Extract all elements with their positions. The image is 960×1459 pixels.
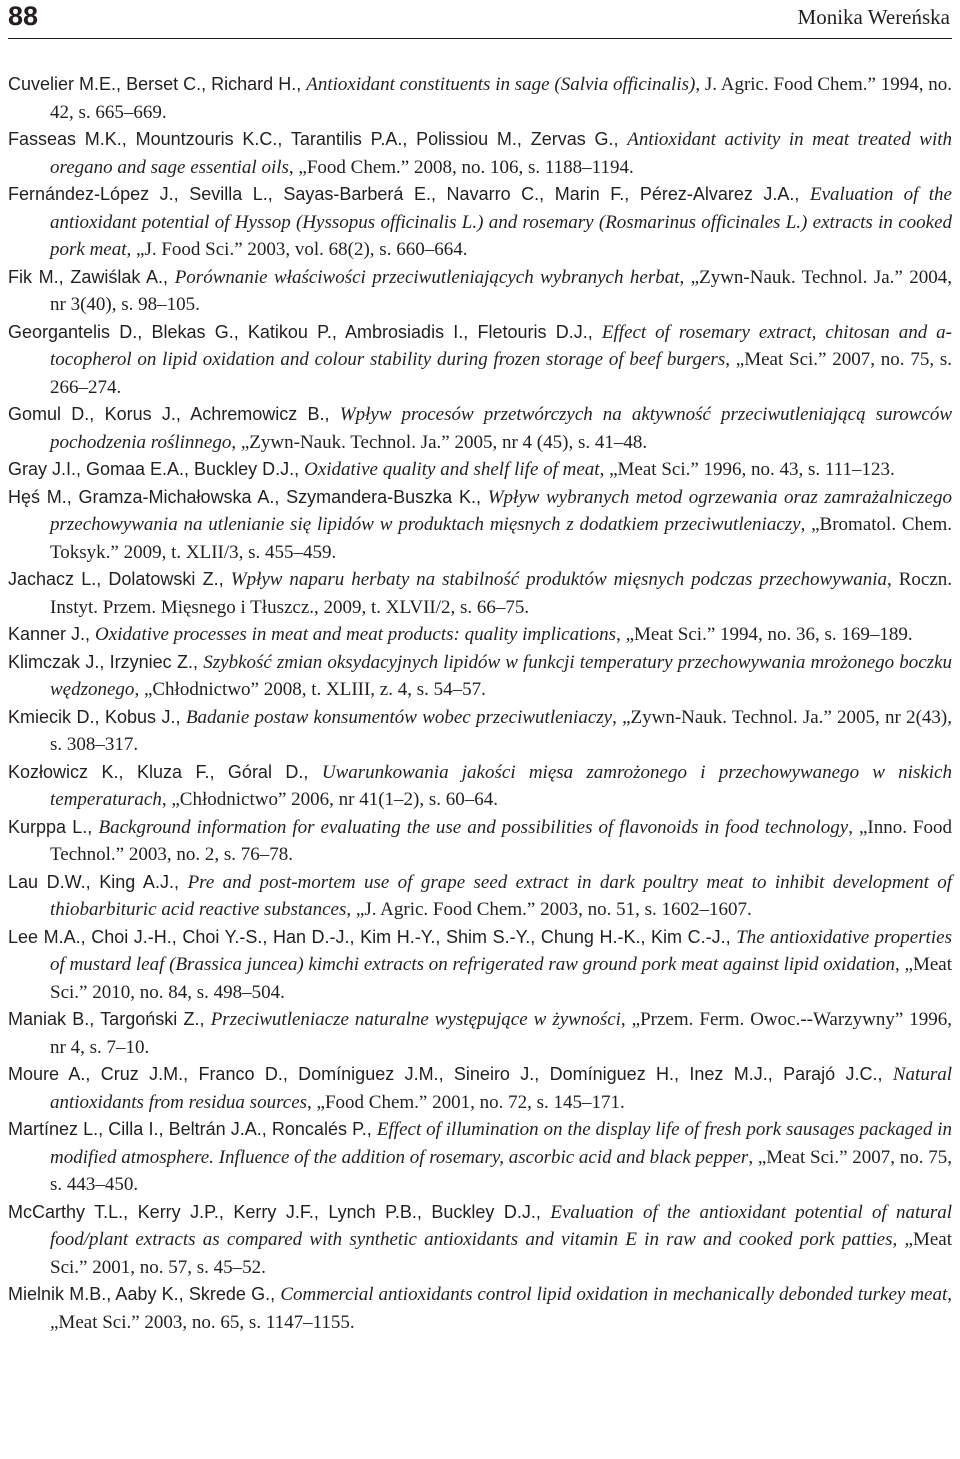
reference-title: Pre and post-mortem use of grape seed extract in dark poultry meat to inhibit development of thiobarbituric acid reactive substances	[50, 871, 952, 920]
reference-authors: Martínez L., Cilla I., Beltrán J.A., Roncalés P.,	[8, 1119, 377, 1139]
reference-title: Antioxidant activity in meat treated with oregano and sage essential oils	[50, 129, 953, 178]
reference-authors: Kmiecik D., Kobus J.,	[8, 706, 186, 727]
reference-entry	[8, 1061, 952, 1116]
reference-source: , „J. Food Sci.” 2003, vol. 68(2), s. 660–664.	[126, 239, 468, 260]
reference-title: Natural antioxidants from residua sources	[50, 1064, 952, 1113]
reference-title: The antioxidative properties of mustard leaf (Brassica juncea) kimchi extracts on refrigerated raw ground pork meat against lipid oxidation	[50, 926, 952, 975]
reference-authors: Georgantelis D., Blekas G., Katikou P., Ambrosiadis I., Fletouris D.J.,	[8, 321, 602, 342]
reference-entry	[8, 71, 952, 126]
page-number: 88	[8, 1, 39, 31]
reference-title: Wpływ naparu herbaty na stabilność produktów mięsnych podczas przechowywania	[230, 569, 888, 590]
reference-source: , „Chłodnictwo” 2006, nr 41(1–2), s. 60–64.	[161, 789, 499, 810]
reference-authors: Gray J.I., Gomaa E.A., Buckley D.J.,	[8, 459, 305, 479]
reference-authors: Hęś M., Gramza-Michałowska A., Szymandera-Buszka K.,	[8, 486, 488, 507]
reference-authors: McCarthy T.L., Kerry J.P., Kerry J.F., Lynch P.B., Buckley D.J.,	[8, 1201, 551, 1222]
header-divider	[8, 38, 952, 39]
reference-entry	[8, 181, 952, 264]
reference-entry	[8, 869, 952, 924]
reference-title: Wpływ procesów przetwórczych na aktywność przeciwutleniającą surowców pochodzenia roślinnego	[50, 404, 952, 453]
reference-title: Antioxidant constituents in sage (Salvia officinalis)	[306, 74, 696, 95]
reference-entry	[8, 1281, 952, 1336]
reference-authors: Lau D.W., King A.J.,	[8, 871, 188, 892]
reference-authors: Kozłowicz K., Kluza F., Góral D.,	[8, 761, 322, 782]
reference-entry	[8, 1116, 952, 1199]
reference-title: Uwarunkowania jakości mięsa zamrożonego i przechowywanego w niskich temperaturach	[50, 761, 952, 810]
reference-title: Wpływ wybranych metod ogrzewania oraz zamrażalniczego przechowywania na utlenianie się lipidów w produktach mięsnych z dodatkiem przeciwutleniaczy	[50, 486, 952, 535]
reference-title: Evaluation of the antioxidant potential of Hyssop (Hyssopus officinalis L.) and rosemary (Rosmarinus officinales L.) extracts in cooked pork meat	[50, 184, 952, 260]
reference-title: Badanie postaw konsumentów wobec przeciwutleniaczy	[185, 706, 613, 728]
reference-entry	[8, 319, 952, 402]
reference-source: , „Food Chem.” 2008, no. 106, s. 1188–1194.	[288, 156, 634, 178]
reference-entry	[8, 621, 952, 649]
reference-entry	[8, 264, 952, 319]
page-header	[8, 0, 952, 32]
reference-authors: Maniak B., Targoński Z.,	[8, 1009, 211, 1029]
reference-source: , „Przem. Ferm. Owoc.--Warzywny” 1996, nr 4, s. 7–10.	[50, 1009, 952, 1058]
reference-entry	[8, 1199, 952, 1282]
reference-authors: Mielnik M.B., Aaby K., Skrede G.,	[8, 1284, 281, 1304]
reference-source: , „Meat Sci.” 1996, no. 43, s. 111–123.	[599, 459, 895, 480]
reference-source: , „Inno. Food Technol.” 2003, no. 2, s. 76–78.	[50, 816, 953, 865]
reference-authors: Gomul D., Korus J., Achremowicz B.,	[8, 404, 340, 424]
reference-source: , „Zywn-Nauk. Technol. Ja.” 2004, nr 3(40), s. 98–105.	[50, 266, 952, 315]
reference-source: , „Meat Sci.” 2007, no. 75, s. 443–450.	[50, 1146, 953, 1195]
reference-source: , Roczn. Instyt. Przem. Mięsnego i Tłuszcz., 2009, t. XLVII/2, s. 66–75.	[50, 569, 953, 618]
reference-authors: Kanner J.,	[8, 624, 96, 644]
reference-entry	[8, 649, 952, 704]
reference-entry	[8, 566, 952, 621]
reference-entry	[8, 484, 952, 567]
reference-title: Oxidative quality and shelf life of meat	[304, 459, 600, 480]
reference-authors: Cuvelier M.E., Berset C., Richard H.,	[8, 74, 307, 94]
reference-entry	[8, 456, 952, 484]
reference-entry	[8, 126, 952, 181]
reference-title: Oxidative processes in meat and meat products: quality implications	[95, 624, 617, 645]
reference-title: Effect of rosemary extract, chitosan and a-tocopherol on lipid oxidation and colour stability during frozen storage of beef burgers	[50, 321, 952, 370]
reference-title: Effect of illumination on the display life of fresh pork sausages packaged in modified atmosphere. Influence of the addition of rosemary, ascorbic acid and black pepper	[50, 1119, 952, 1168]
reference-authors: Klimczak J., Irzyniec Z.,	[8, 651, 204, 672]
reference-source: , „Zywn-Nauk. Technol. Ja.” 2005, nr 2(43), s. 308–317.	[50, 706, 952, 755]
reference-source: , J. Agric. Food Chem.” 1994, no. 42, s. 665–669.	[50, 74, 952, 123]
reference-source: , „Food Chem.” 2001, no. 72, s. 145–171.	[307, 1091, 625, 1113]
reference-entry	[8, 814, 952, 869]
reference-source: , „Zywn-Nauk. Technol. Ja.” 2005, nr 4 (45), s. 41–48.	[231, 431, 648, 453]
reference-source: , „Meat Sci.” 2007, no. 75, s. 266–274.	[50, 349, 952, 398]
reference-title: Porównanie właściwości przeciwutleniających wybranych herbat	[174, 266, 680, 288]
reference-source: , „Bromatol. Chem. Toksyk.” 2009, t. XLII/3, s. 455–459.	[50, 514, 952, 563]
reference-title: Background information for evaluating the use and possibilities of flavonoids in food technology	[98, 816, 849, 838]
reference-authors: Fik M., Zawiślak A.,	[8, 266, 175, 287]
reference-source: , „Meat Sci.” 2001, no. 57, s. 45–52.	[50, 1229, 952, 1278]
reference-authors: Kurppa L.,	[8, 816, 99, 837]
reference-source: , „Meat Sci.” 2003, no. 65, s. 1147–1155.	[50, 1284, 952, 1333]
reference-authors: Fasseas M.K., Mountzouris K.C., Tarantilis P.A., Polissiou M., Zervas G.,	[8, 129, 628, 149]
running-head-author: Monika Wereńska	[797, 5, 950, 29]
reference-source: , „Chłodnictwo” 2008, t. XLIII, z. 4, s. 54–57.	[134, 679, 486, 700]
reference-source: , „J. Agric. Food Chem.” 2003, no. 51, s. 1602–1607.	[346, 899, 752, 920]
reference-entry	[8, 401, 952, 456]
reference-title: Szybkość zmian oksydacyjnych lipidów w funkcji temperatury przechowywania mrożonego boczku wędzonego	[50, 651, 952, 700]
reference-authors: Fernández-López J., Sevilla L., Sayas-Barberá E., Navarro C., Marin F., Pérez-Alvarez J.A.,	[8, 184, 810, 204]
reference-title: Przeciwutleniacze naturalne występujące w żywności	[210, 1009, 621, 1030]
reference-title: Commercial antioxidants control lipid oxidation in mechanically debonded turkey meat	[280, 1284, 948, 1305]
reference-entry	[8, 759, 952, 814]
reference-source: , „Meat Sci.” 1994, no. 36, s. 169–189.	[616, 624, 913, 645]
reference-authors: Jachacz L., Dolatowski Z.,	[8, 569, 231, 589]
reference-authors: Lee M.A., Choi J.-H., Choi Y.-S., Han D.-J., Kim H.-Y., Shim S.-Y., Chung H.-K., Kim C.-J.,	[8, 926, 737, 947]
reference-entry	[8, 924, 952, 1007]
reference-source: , „Meat Sci.” 2010, no. 84, s. 498–504.	[50, 954, 952, 1003]
reference-entry	[8, 704, 952, 759]
reference-list	[8, 71, 952, 1336]
reference-entry	[8, 1006, 952, 1061]
reference-title: Evaluation of the antioxidant potential of natural food/plant extracts as compared with synthetic antioxidants and vitamin E in raw and cooked pork patties	[50, 1201, 952, 1250]
reference-authors: Moure A., Cruz J.M., Franco D., Domíniguez J.M., Sineiro J., Domíniguez H., Inez M.J., Parajó J.C.,	[8, 1064, 893, 1084]
